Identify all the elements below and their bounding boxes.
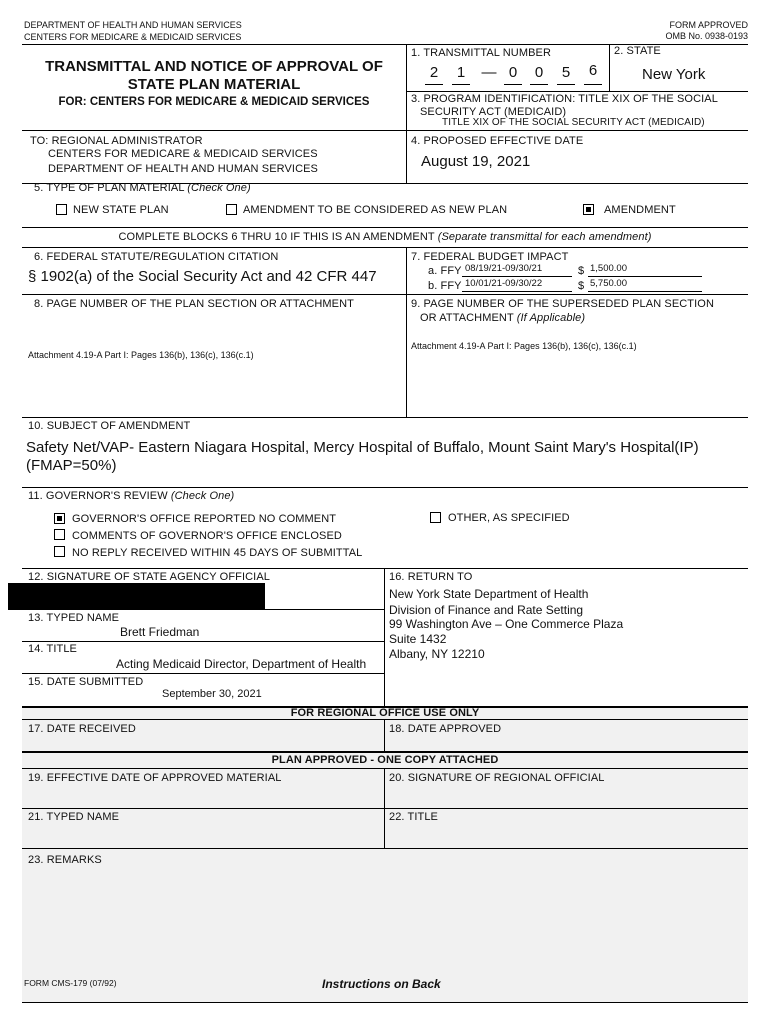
subject-amendment-line-2[interactable]: (FMAP=50%): [26, 457, 117, 474]
rule: [384, 568, 385, 706]
remarks-label: 23. REMARKS: [28, 854, 102, 866]
transmittal-digit: 1: [456, 64, 466, 81]
return-to-label: 16. RETURN TO: [389, 571, 473, 583]
budget-impact-label: 7. FEDERAL BUDGET IMPACT: [411, 251, 569, 263]
program-id-label-line-2: SECURITY ACT (MEDICAID): [420, 106, 567, 118]
rule: [22, 227, 748, 228]
form-id: FORM CMS-179 (07/92): [24, 978, 117, 988]
superseded-page-value[interactable]: Attachment 4.19-A Part I: Pages 136(b), 136(c), 136(c.1): [411, 341, 637, 351]
date-submitted-value[interactable]: September 30, 2021: [162, 688, 262, 700]
typed-name-label: 13. TYPED NAME: [28, 612, 120, 624]
rule: [530, 84, 548, 85]
new-state-plan-label: NEW STATE PLAN: [73, 204, 169, 216]
rule: [22, 294, 748, 295]
rule: [22, 641, 384, 642]
plan-section-page-label: 8. PAGE NUMBER OF THE PLAN SECTION OR ATTACHMENT: [34, 298, 354, 310]
form-title-line-1: TRANSMITTAL AND NOTICE OF APPROVAL OF: [45, 58, 383, 75]
form-title-line-2: STATE PLAN MATERIAL: [127, 76, 301, 93]
regional-typed-name-label: 21. TYPED NAME: [28, 811, 120, 823]
rule: [22, 808, 748, 809]
rule: [584, 84, 602, 85]
check-one-note: (Check One): [187, 182, 251, 194]
budget-ffy-b-amount[interactable]: 5,750.00: [590, 278, 627, 289]
budget-ffy-a-prefix: a. FFY: [428, 265, 462, 277]
rule: [22, 768, 748, 769]
rule: [588, 276, 702, 277]
return-to-line: New York State Department of Health: [389, 587, 589, 601]
rule: [22, 130, 748, 131]
to-line-2: CENTERS FOR MEDICARE & MEDICAID SERVICES: [48, 148, 318, 160]
transmittal-digit: 5: [561, 64, 571, 81]
return-to-line: 99 Washington Ave – One Commerce Plaza: [389, 617, 624, 631]
no-reply-checkbox[interactable]: [54, 546, 65, 557]
budget-ffy-b-period[interactable]: 10/01/21-09/30/22: [465, 278, 543, 289]
amendment-new-plan-label: AMENDMENT TO BE CONSIDERED AS NEW PLAN: [243, 204, 508, 216]
to-line-3: DEPARTMENT OF HEALTH AND HUMAN SERVICES: [48, 163, 318, 175]
date-submitted-label: 15. DATE SUBMITTED: [28, 676, 144, 688]
title-value[interactable]: Acting Medicaid Director, Department of Health: [116, 657, 367, 671]
program-id-value[interactable]: TITLE XIX OF THE SOCIAL SECURITY ACT (MEDICAID): [442, 117, 705, 128]
no-comment-label: GOVERNOR'S OFFICE REPORTED NO COMMENT: [72, 513, 337, 525]
plan-material-label: 5. TYPE OF PLAN MATERIAL (Check One): [34, 182, 251, 194]
superseded-page-label-line-2: OR ATTACHMENT (If Applicable): [420, 312, 586, 324]
regional-signature-label: 20. SIGNATURE OF REGIONAL OFFICIAL: [389, 772, 605, 784]
no-comment-checkbox[interactable]: [54, 513, 65, 524]
other-specified-checkbox[interactable]: [430, 512, 441, 523]
department-line-2: CENTERS FOR MEDICARE & MEDICAID SERVICES: [24, 32, 242, 42]
rule: [406, 44, 407, 184]
rule: [22, 487, 748, 488]
rule: [22, 848, 748, 849]
rule: [22, 609, 384, 610]
other-specified-label: OTHER, AS SPECIFIED: [448, 512, 570, 524]
budget-ffy-b-dollar: $: [578, 280, 585, 292]
return-to-line: Division of Finance and Rate Setting: [389, 603, 584, 617]
rule: [22, 247, 748, 248]
amendment-new-plan-checkbox[interactable]: [226, 204, 237, 215]
rule: [452, 84, 470, 85]
transmittal-digit: 2: [429, 64, 439, 81]
state-label: 2. STATE: [614, 45, 661, 57]
date-received-label: 17. DATE RECEIVED: [28, 723, 136, 735]
return-to-line: Suite 1432: [389, 632, 447, 646]
signature-redacted: [8, 583, 265, 610]
typed-name-value[interactable]: Brett Friedman: [120, 625, 200, 639]
transmittal-number-label: 1. TRANSMITTAL NUMBER: [411, 47, 552, 59]
comments-enclosed-label: COMMENTS OF GOVERNOR'S OFFICE ENCLOSED: [72, 530, 342, 542]
rule: [22, 417, 748, 418]
budget-ffy-b-prefix: b. FFY: [428, 280, 462, 292]
rule: [609, 44, 610, 92]
rule: [504, 84, 522, 85]
return-to-line: Albany, NY 12210: [389, 647, 485, 661]
regional-title-label: 22. TITLE: [389, 811, 438, 823]
subject-amendment-label: 10. SUBJECT OF AMENDMENT: [28, 420, 191, 432]
form-title-line-3: FOR: CENTERS FOR MEDICARE & MEDICAID SERVICES: [58, 96, 370, 108]
rule: [406, 247, 407, 417]
instructions-on-back: Instructions on Back: [322, 977, 441, 991]
rule: [22, 751, 748, 753]
complete-blocks-note: COMPLETE BLOCKS 6 THRU 10 IF THIS IS AN AMENDMENT (Separate transmittal for each amendment): [118, 231, 652, 243]
rule: [384, 719, 385, 751]
to-line-1: TO: REGIONAL ADMINISTRATOR: [30, 135, 203, 147]
transmittal-dash: —: [481, 64, 497, 81]
no-reply-label: NO REPLY RECEIVED WITHIN 45 DAYS OF SUBMITTAL: [72, 547, 363, 559]
plan-approved-heading: PLAN APPROVED - ONE COPY ATTACHED: [271, 754, 499, 766]
form-approved: FORM APPROVED: [669, 20, 748, 30]
department-line-1: DEPARTMENT OF HEALTH AND HUMAN SERVICES: [24, 20, 242, 30]
regional-office-heading: FOR REGIONAL OFFICE USE ONLY: [290, 707, 480, 719]
program-id-label-line-1: 3. PROGRAM IDENTIFICATION: TITLE XIX OF THE SOCIAL: [411, 93, 718, 105]
rule: [22, 1002, 748, 1003]
superseded-page-label-line-1: 9. PAGE NUMBER OF THE SUPERSEDED PLAN SECTION: [411, 298, 714, 310]
transmittal-digit: 0: [534, 64, 544, 81]
title-label: 14. TITLE: [28, 643, 77, 655]
new-state-plan-checkbox[interactable]: [56, 204, 67, 215]
subject-amendment-line-1[interactable]: Safety Net/VAP- Eastern Niagara Hospital, Mercy Hospital of Buffalo, Mount Saint Mary's Hospital(IP): [26, 439, 699, 456]
rule: [462, 276, 572, 277]
rule: [557, 84, 575, 85]
rule: [425, 84, 443, 85]
plan-section-page-value[interactable]: Attachment 4.19-A Part I: Pages 136(b), 136(c), 136(c.1): [28, 350, 254, 360]
effective-date-value[interactable]: August 19, 2021: [421, 153, 531, 170]
transmittal-digit: 0: [508, 64, 518, 81]
governor-review-label: 11. GOVERNOR'S REVIEW (Check One): [28, 490, 235, 502]
signature-label: 12. SIGNATURE OF STATE AGENCY OFFICIAL: [28, 571, 270, 583]
comments-enclosed-checkbox[interactable]: [54, 529, 65, 540]
transmittal-digit: 6: [588, 62, 598, 79]
date-approved-label: 18. DATE APPROVED: [389, 723, 502, 735]
omb-number: OMB No. 0938-0193: [665, 31, 748, 41]
state-value[interactable]: New York: [642, 66, 706, 83]
rule: [588, 291, 702, 292]
federal-citation-label: 6. FEDERAL STATUTE/REGULATION CITATION: [34, 251, 279, 263]
rule: [22, 673, 384, 674]
federal-citation-value[interactable]: § 1902(a) of the Social Security Act and 42 CFR 447: [28, 268, 377, 285]
amendment-checkbox[interactable]: [583, 204, 594, 215]
rule: [22, 568, 748, 569]
budget-ffy-a-dollar: $: [578, 265, 585, 277]
effective-date-approved-label: 19. EFFECTIVE DATE OF APPROVED MATERIAL: [28, 772, 282, 784]
budget-ffy-a-amount[interactable]: 1,500.00: [590, 263, 627, 274]
amendment-label: AMENDMENT: [604, 204, 676, 216]
effective-date-label: 4. PROPOSED EFFECTIVE DATE: [411, 135, 584, 147]
rule: [22, 719, 748, 720]
budget-ffy-a-period[interactable]: 08/19/21-09/30/21: [465, 263, 543, 274]
rule: [462, 291, 572, 292]
rule: [406, 91, 748, 92]
